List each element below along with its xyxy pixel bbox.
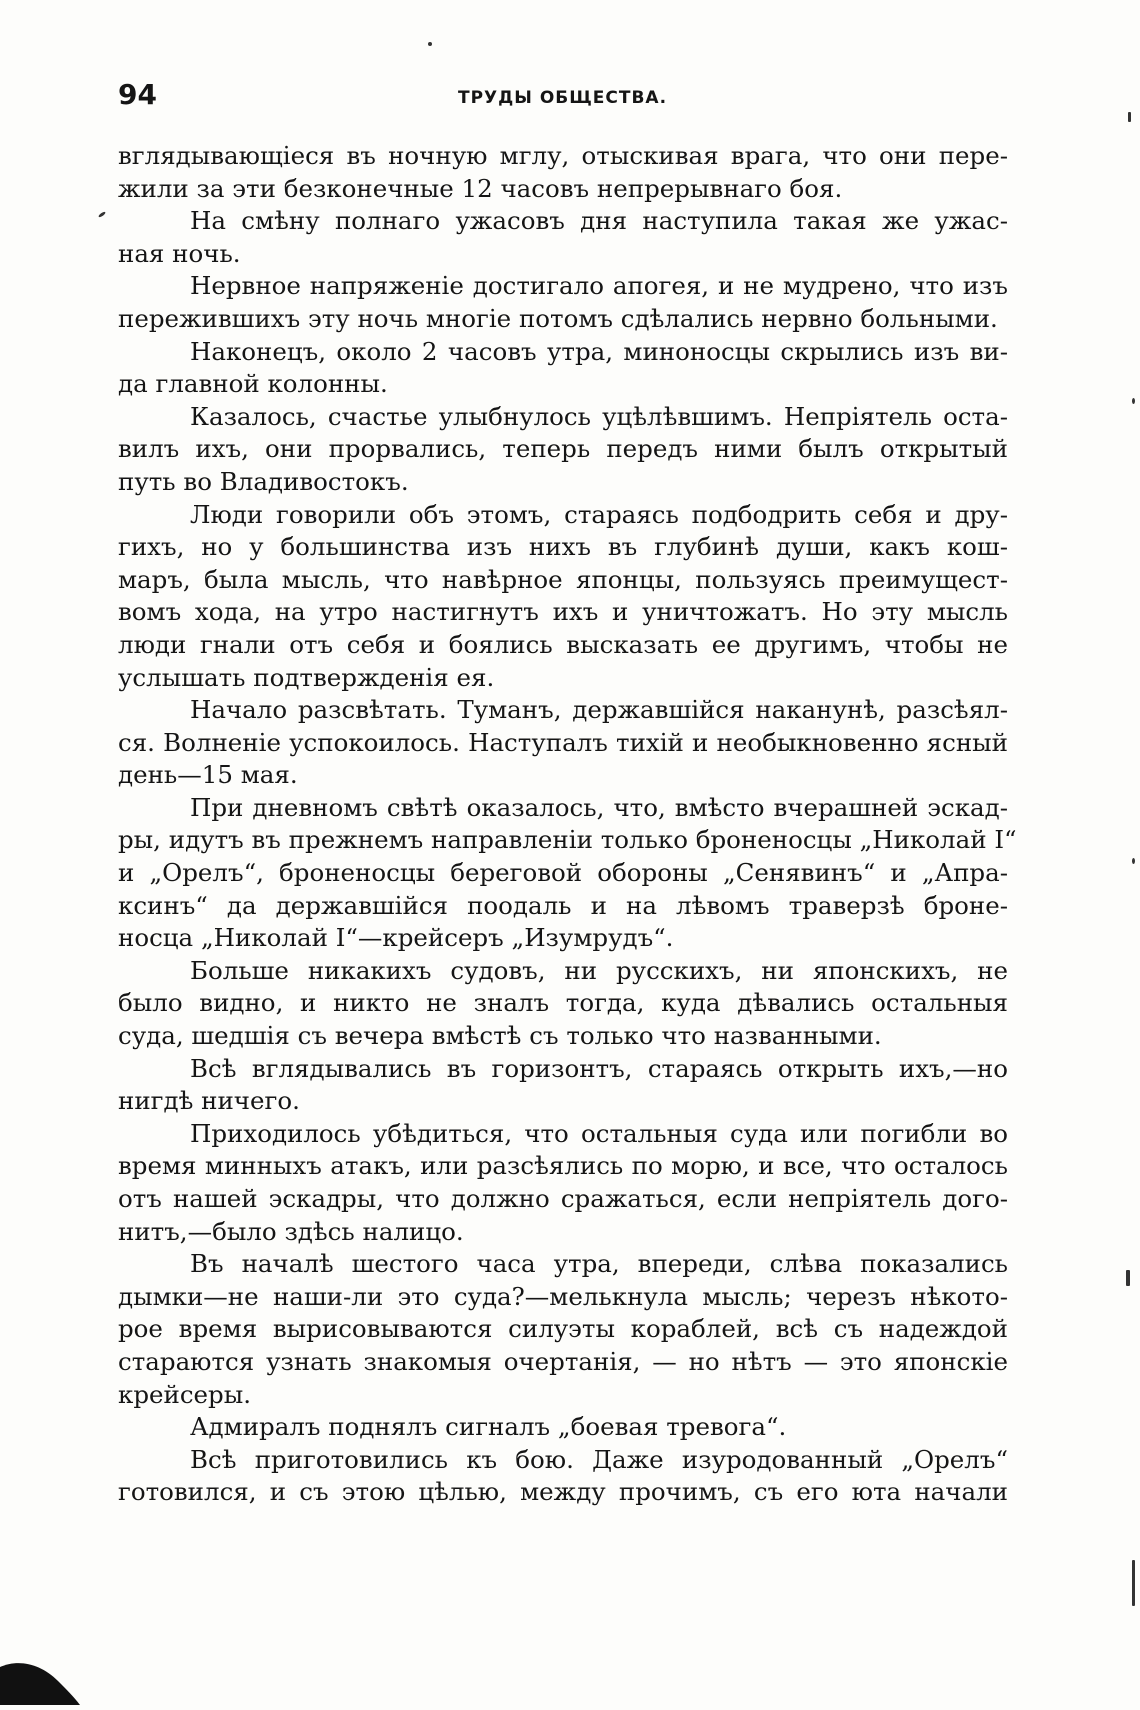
text-line: время минныхъ атакъ, или разсѣялись по морю, и все, что осталось xyxy=(118,1151,1008,1181)
text-line: вомъ хода, на утро настигнутъ ихъ и уничтожатъ. Но эту мысль xyxy=(118,597,1008,627)
text-line: Приходилось убѣдиться, что остальныя суда или погибли во xyxy=(190,1118,1008,1148)
text-line: день—15 мая. xyxy=(118,760,298,790)
scan-speck xyxy=(98,211,106,218)
text-line: Адмиралъ поднялъ сигналъ „боевая тревога“. xyxy=(190,1412,787,1442)
scan-speck xyxy=(1132,398,1135,404)
text-line: было видно, и никто не зналъ тогда, куда дѣвались остальныя xyxy=(118,988,1008,1018)
text-line: пережившихъ эту ночь многіе потомъ сдѣлались нервно больными. xyxy=(118,303,998,333)
text-line: Всѣ приготовились къ бою. Даже изуродованный „Орелъ“ xyxy=(190,1444,1008,1474)
text-line: стараются узнать знакомыя очертанія, — но нѣтъ — это японскіе xyxy=(118,1346,1008,1376)
text-line: отъ нашей эскадры, что должно сражаться, если непріятель дого- xyxy=(118,1184,1008,1213)
text-line: Въ началѣ шестого часа утра, впереди, слѣва показались xyxy=(190,1249,1008,1279)
text-line: вилъ ихъ, они прорвались, теперь передъ ними былъ открытый xyxy=(118,434,1008,464)
scan-speck xyxy=(1132,858,1135,864)
text-line: ся. Волненіе успокоилось. Наступалъ тихій и необыкновенно ясный xyxy=(118,727,1008,757)
text-line: готовился, и съ этою цѣлью, между прочимъ, съ его юта начали xyxy=(118,1477,1008,1507)
text-line: и „Орелъ“, броненосцы береговой обороны „Сенявинъ“ и „Апра- xyxy=(118,858,1008,888)
text-line: Казалось, счастье улыбнулось уцѣлѣвшимъ. Непріятель оста- xyxy=(190,401,1008,431)
text-line: вглядывающіеся въ ночную мглу, отыскивая врага, что они пере- xyxy=(118,141,1008,170)
running-title: ТРУДЫ ОБЩЕСТВА. xyxy=(458,88,668,108)
text-line: носца „Николай I“—крейсеръ „Изумрудъ“. xyxy=(118,923,674,953)
page-number: 94 xyxy=(118,78,157,111)
text-line: маръ, была мысль, что навѣрное японцы, пользуясь преимущест- xyxy=(118,564,1008,594)
text-line: дымки—не наши-ли это суда?—мелькнула мысль; черезъ нѣкото- xyxy=(118,1281,1008,1311)
text-line: Наконецъ, около 2 часовъ утра, миноносцы скрылись изъ ви- xyxy=(190,336,1008,366)
text-line: гихъ, но у большинства изъ нихъ въ глубинѣ души, какъ кош- xyxy=(118,532,1008,562)
scan-speck xyxy=(1128,112,1131,122)
text-line: да главной колонны. xyxy=(118,369,388,399)
text-line: При дневномъ свѣтѣ оказалось, что, вмѣсто вчерашней эскад- xyxy=(190,792,1008,822)
scan-speck xyxy=(1126,1270,1130,1286)
scan-speck xyxy=(1132,1560,1135,1606)
text-line: крейсеры. xyxy=(118,1379,252,1409)
text-line: Нервное напряженіе достигало апогея, и не мудрено, что изъ xyxy=(190,271,1008,301)
text-line: Люди говорили объ этомъ, стараясь подбодрить себя и дру- xyxy=(190,499,1008,529)
text-line: нитъ,—было здѣсь налицо. xyxy=(118,1216,464,1246)
text-line: Начало разсвѣтать. Туманъ, державшійся наканунѣ, разсѣял- xyxy=(190,695,1008,725)
scan-ink-blot xyxy=(0,1645,80,1705)
text-line: суда, шедшія съ вечера вмѣстѣ съ только что названными. xyxy=(118,1021,882,1051)
page-header xyxy=(118,78,1008,118)
text-line: Всѣ вглядывались въ горизонтъ, стараясь открыть ихъ,—но xyxy=(190,1053,1008,1083)
text-line: рое время вырисовываются силуэты кораблей, всѣ съ надеждой xyxy=(118,1314,1008,1344)
text-line: услышать подтвержденія ея. xyxy=(118,662,495,692)
text-line: ры, идутъ въ прежнемъ направленіи только броненосцы „Николай I“ xyxy=(118,825,1017,855)
text-line: На смѣну полнаго ужасовъ дня наступила такая же ужас- xyxy=(190,206,1008,236)
text-line: жили за эти безконечные 12 часовъ непрерывнаго боя. xyxy=(118,173,843,203)
text-line: ксинъ“ да державшійся поодаль и на лѣвомъ траверзѣ броне- xyxy=(118,890,1008,920)
text-line: Больше никакихъ судовъ, ни русскихъ, ни японскихъ, не xyxy=(190,955,1008,985)
text-line: ная ночь. xyxy=(118,238,241,268)
scan-speck xyxy=(428,42,432,46)
body-text xyxy=(118,140,1017,1509)
text-line: нигдѣ ничего. xyxy=(118,1086,300,1116)
text-line: путь во Владивостокъ. xyxy=(118,466,409,496)
text-line: люди гнали отъ себя и боялись высказать ее другимъ, чтобы не xyxy=(118,629,1008,659)
